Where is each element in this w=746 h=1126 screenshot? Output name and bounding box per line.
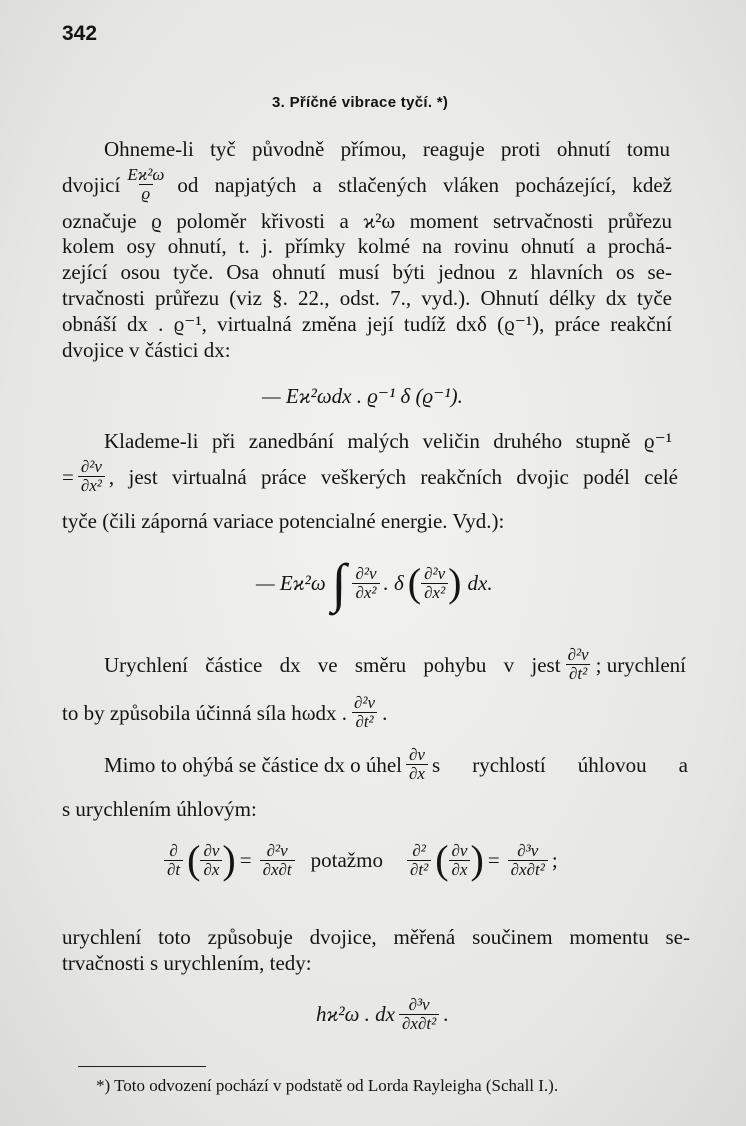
- text-segment: s rychlostí úhlovou a: [431, 752, 688, 777]
- text-segment: Urychlení částice dx ve směru pohybu v jest: [104, 652, 561, 677]
- fraction-denominator: ∂x²: [421, 583, 448, 602]
- equals-sign: =: [239, 847, 252, 872]
- fraction-denominator: ∂t²: [566, 664, 590, 683]
- left-paren: (: [435, 837, 449, 882]
- text-segment: od napjatých a stlačených vláken pocházející, kdež: [177, 172, 672, 197]
- fraction: [407, 842, 431, 879]
- right-paren: ): [222, 837, 236, 882]
- fraction-denominator: ∂x∂t²: [399, 1014, 439, 1033]
- formula-angular-acceleration: [160, 837, 558, 882]
- text-segment: .: [382, 700, 388, 725]
- fraction-denominator: ∂t: [164, 860, 183, 879]
- word-potazmo: potažmo: [310, 847, 383, 872]
- fraction-numerator: ∂²v: [354, 693, 376, 712]
- paragraph-1-line-8: dvojice v částici dx:: [62, 338, 231, 362]
- semicolon: ;: [551, 847, 558, 872]
- fraction-denominator: ∂x∂t: [260, 860, 295, 879]
- fraction-denominator: ∂x²: [78, 476, 105, 495]
- paragraph-1-line-3: označuje ϱ poloměr křivosti a ϰ²ω moment setrvačnosti průřezu: [62, 209, 672, 233]
- paragraph-5-line-2: trvačnosti s urychlením, tedy:: [62, 951, 312, 975]
- paragraph-1-line-4: kolem osy ohnutí, t. j. přímky kolmé na rovinu ohnutí a prochá-: [62, 234, 672, 258]
- fraction-denominator: ∂x∂t²: [508, 860, 548, 879]
- text-segment: to by způsobila účinná síla hωdx .: [62, 700, 348, 725]
- formula-suffix: dx.: [467, 570, 493, 595]
- left-paren: (: [187, 837, 201, 882]
- paragraph-2-line-1: Klademe-li při zanedbání malých veličin druhého stupně ϱ⁻¹: [104, 429, 672, 453]
- fraction: [406, 746, 428, 783]
- fraction: [260, 842, 295, 879]
- fraction: [78, 458, 105, 495]
- text-segment: , jest virtualná práce veškerých reakčních dvojic podél celé: [108, 464, 678, 489]
- fraction-denominator: ∂x²: [352, 583, 379, 602]
- fraction: [164, 842, 183, 879]
- footnote: *) Toto odvození pochází v podstatě od Lorda Rayleigha (Schall I.).: [96, 1076, 559, 1095]
- fraction: [421, 565, 448, 602]
- fraction-numerator: ∂²v: [355, 563, 377, 583]
- fraction: [200, 842, 222, 879]
- text-segment: Mimo to ohýbá se částice dx o úhel: [104, 752, 403, 777]
- paragraph-1-line-6: trvačnosti průřezu (viz §. 22., odst. 7., vyd.). Ohnutí délky dx tyče: [62, 286, 672, 310]
- fraction-numerator: ∂v: [409, 745, 425, 764]
- fraction-numerator: ∂²v: [266, 840, 288, 860]
- paragraph-1-line-2: [62, 166, 672, 203]
- page-number: 342: [62, 22, 98, 45]
- paragraph-4-line-1: [104, 746, 688, 783]
- fraction: [399, 996, 439, 1033]
- section-heading: 3. Příčné vibrace tyčí. *): [272, 94, 449, 111]
- formula-prefix: hϰ²ω . dx: [316, 1002, 395, 1026]
- formula-middle: . δ: [383, 570, 404, 595]
- fraction-denominator: ∂x: [449, 860, 471, 879]
- fraction-denominator: ϱ: [139, 184, 154, 203]
- paragraph-4-line-2: s urychlením úhlovým:: [62, 797, 257, 821]
- paragraph-1-line-7: obnáší dx . ϱ⁻¹, virtualná změna její tudíž dxδ (ϱ⁻¹), práce reakční: [62, 312, 672, 336]
- formula-virtual-work: — Eϰ²ωdx . ϱ⁻¹ δ (ϱ⁻¹).: [262, 384, 463, 408]
- fraction-numerator: ∂³v: [408, 995, 430, 1014]
- fraction-numerator: ∂²v: [567, 645, 589, 664]
- footnote-rule: [78, 1066, 206, 1067]
- fraction: [351, 694, 378, 731]
- formula-torque: [316, 996, 448, 1033]
- fraction-numerator: ∂²v: [424, 563, 446, 583]
- fraction: [449, 842, 471, 879]
- paragraph-2-line-2: [62, 458, 678, 495]
- fraction-numerator: ∂²: [412, 840, 426, 860]
- fraction: [565, 646, 592, 683]
- paragraph-2-line-3: tyče (čili záporná variace potencialné energie. Vyd.):: [62, 509, 505, 533]
- fraction-numerator: ∂v: [451, 840, 468, 860]
- fraction-numerator: Eϰ²ω: [127, 165, 165, 184]
- text-segment: ; urychlení: [595, 652, 686, 677]
- fraction: [124, 166, 167, 203]
- fraction-numerator: ∂³v: [517, 840, 539, 860]
- fraction-denominator: ∂t²: [352, 712, 376, 731]
- formula-prefix: — Eϰ²ω: [256, 570, 326, 595]
- paragraph-3-line-2: [62, 694, 387, 731]
- fraction: [352, 565, 379, 602]
- formula-suffix: .: [443, 1002, 449, 1026]
- fraction-numerator: ∂v: [203, 840, 220, 860]
- paragraph-5-line-1: urychlení toto způsobuje dvojice, měřená součinem momentu se-: [62, 925, 690, 949]
- equals-sign: =: [62, 464, 74, 489]
- right-paren: ): [470, 837, 484, 882]
- fraction-denominator: ∂t²: [407, 860, 431, 879]
- equals-sign: =: [487, 847, 500, 872]
- left-paren: (: [407, 560, 422, 605]
- integral-sign: ∫: [331, 553, 347, 613]
- fraction-numerator: ∂: [169, 840, 178, 860]
- formula-integral: [256, 553, 493, 613]
- fraction: [508, 842, 548, 879]
- fraction-denominator: ∂x: [200, 860, 222, 879]
- paragraph-1-line-1: Ohneme-li tyč původně přímou, reaguje proti ohnutí tomu: [104, 137, 670, 161]
- paragraph-1-line-5: zející osou tyče. Osa ohnutí musí býti jednou z hlavních os se-: [62, 260, 672, 284]
- fraction-numerator: ∂²v: [80, 457, 102, 476]
- fraction-denominator: ∂x: [406, 764, 428, 783]
- text-segment: dvojicí: [62, 172, 121, 197]
- paragraph-3-line-1: [104, 646, 686, 683]
- right-paren: ): [448, 560, 462, 605]
